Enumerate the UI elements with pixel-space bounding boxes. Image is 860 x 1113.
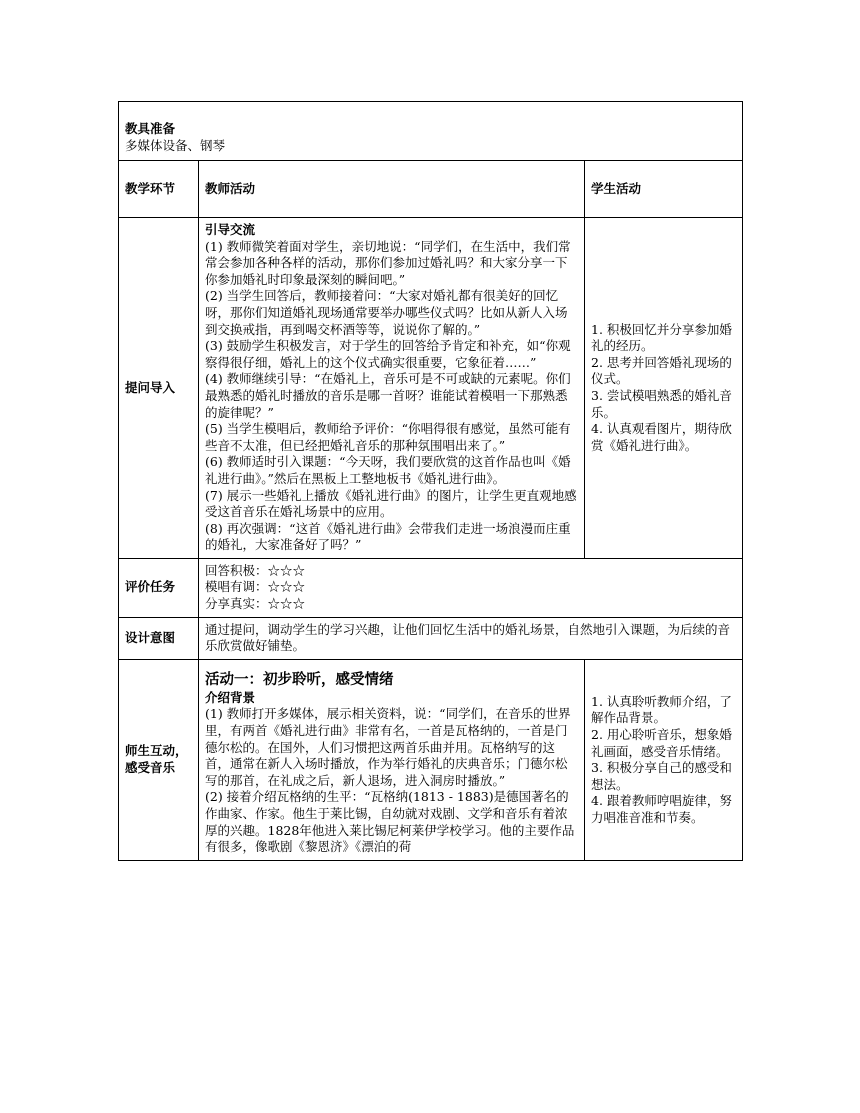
section1-student-item: 2. 思考并回答婚礼现场的仪式。 [591, 354, 732, 387]
design-text: 通过提问，调动学生的学习兴趣，让他们回忆生活中的婚礼场景，自然地引入课题，为后续的音乐欣赏做好铺垫。 [205, 621, 731, 654]
evaluation-label: 评价任务 [119, 558, 199, 617]
section2-paragraph: (1) 教师打开多媒体，展示相关资料，说：“同学们，在音乐的世界里，有两首《婚礼进行曲》非常有名，一首是瓦格纳的，一首是门德尔松的。在国外，人们习惯把这两首乐曲并用。瓦格纳写的这首，通常在新人入场时播放，作为举行婚礼的庆典音乐；门德尔松写的那首，在礼成之后，新人退场，进入洞房时播放。” [205, 706, 571, 788]
section1-student-item: 4. 认真观看图片，期待欣赏《婚礼进行曲》。 [591, 421, 732, 453]
section1-paragraph: (5) 当学生模唱后，教师给予评价：“你唱得很有感觉，虽然可能有些音不太准，但已经把婚礼音乐的那种氛围唱出来了。” [205, 421, 571, 453]
section2-teacher-content [205, 664, 578, 856]
section2-student-item: 4. 跟着教师哼唱旋律，努力唱准音准和节奏。 [591, 793, 732, 825]
section1-subtitle: 引导交流 [205, 222, 256, 237]
evaluation-line: 回答积极：☆☆☆ [205, 562, 306, 578]
header-student: 学生活动 [585, 161, 743, 218]
lesson-plan-table [118, 101, 743, 861]
evaluation-line: 分享真实：☆☆☆ [205, 596, 306, 612]
section2-student-item: 2. 用心聆听音乐，想象婚礼画面，感受音乐情绪。 [591, 727, 732, 759]
header-row [119, 161, 743, 218]
section2-student-item: 3. 积极分享自己的感受和想法。 [591, 760, 732, 792]
header-stage: 教学环节 [119, 161, 199, 218]
evaluation-row [119, 558, 743, 617]
section1-paragraph: (4) 教师继续引导：“在婚礼上，音乐可是不可或缺的元素呢。你们最熟悉的婚礼时播放的音乐是哪一首呀？谁能试着模唱一下那熟悉的旋律呢？” [205, 371, 571, 420]
prep-title: 教具准备 [125, 121, 176, 136]
section2-subtitle: 介绍背景 [205, 689, 256, 705]
section2-student-cell [585, 659, 743, 860]
evaluation-line: 模唱有调：☆☆☆ [205, 579, 306, 595]
prep-cell [119, 102, 743, 161]
section1-paragraph: (8) 再次强调：“这首《婚礼进行曲》会带我们走进一场浪漫而庄重的婚礼，大家准备好了吗？” [205, 520, 571, 553]
section1-teacher-cell [199, 218, 585, 559]
header-teacher: 教师活动 [199, 161, 585, 218]
section2-student-list [591, 694, 736, 827]
section1-paragraph: (1) 教师微笑着面对学生，亲切地说：“同学们，在生活中，我们常常会参加各种各样的活动，那你们参加过婚礼吗？和大家分享一下你参加婚礼时印象最深刻的瞬间吧。” [205, 238, 571, 287]
section1-paragraph: (6) 教师适时引入课题：“今天呀，我们要欣赏的这首作品也叫《婚礼进行曲》。”然后在黑板上工整地板书《婚礼进行曲》。 [205, 454, 571, 486]
design-row [119, 617, 743, 659]
section1-paragraph: (3) 鼓励学生积极发言，对于学生的回答给予肯定和补充，如“你观察得很仔细，婚礼上的这个仪式确实很重要，它象征着……” [205, 338, 571, 370]
section1-label: 提问导入 [119, 218, 199, 559]
section2-student-item: 1. 认真聆听教师介绍，了解作品背景。 [591, 693, 732, 726]
section2-label: 师生互动，感受音乐 [119, 659, 199, 860]
section2-row [119, 659, 743, 860]
prep-row [119, 102, 743, 161]
section1-row [119, 218, 743, 559]
prep-body: 多媒体设备、钢琴 [125, 137, 226, 153]
section2-paragraph: (2) 接着介绍瓦格纳的生平：“瓦格纳(1813 - 1883)是德国著名的作曲家、作家。他生于莱比锡，自幼就对戏剧、文学和音乐有着浓厚的兴趣。1828年他进入莱比锡尼柯莱伊学校学习。他的主要作品有很多，像歌剧《黎恩济》《漂泊的荷 [205, 789, 575, 855]
section2-teacher-cell [199, 659, 585, 860]
activity-title: 活动一：初步聆听，感受情绪 [205, 671, 394, 688]
section1-student-cell [585, 218, 743, 559]
section1-student-item: 1. 积极回忆并分享参加婚礼的经历。 [591, 321, 732, 354]
section1-paragraph: (2) 当学生回答后，教师接着问：“大家对婚礼都有很美好的回忆呀，那你们知道婚礼现场通常要举办哪些仪式吗？比如从新人入场到交换戒指，再到喝交杯酒等等，说说你了解的。” [205, 288, 568, 337]
design-label: 设计意图 [119, 617, 199, 659]
section1-student-item: 3. 尝试模唱熟悉的婚礼音乐。 [591, 387, 732, 420]
section1-paragraph: (7) 展示一些婚礼上播放《婚礼进行曲》的图片，让学生更直观地感受这首音乐在婚礼场景中的应用。 [205, 487, 577, 520]
design-cell [199, 617, 743, 659]
evaluation-cell [199, 558, 743, 617]
